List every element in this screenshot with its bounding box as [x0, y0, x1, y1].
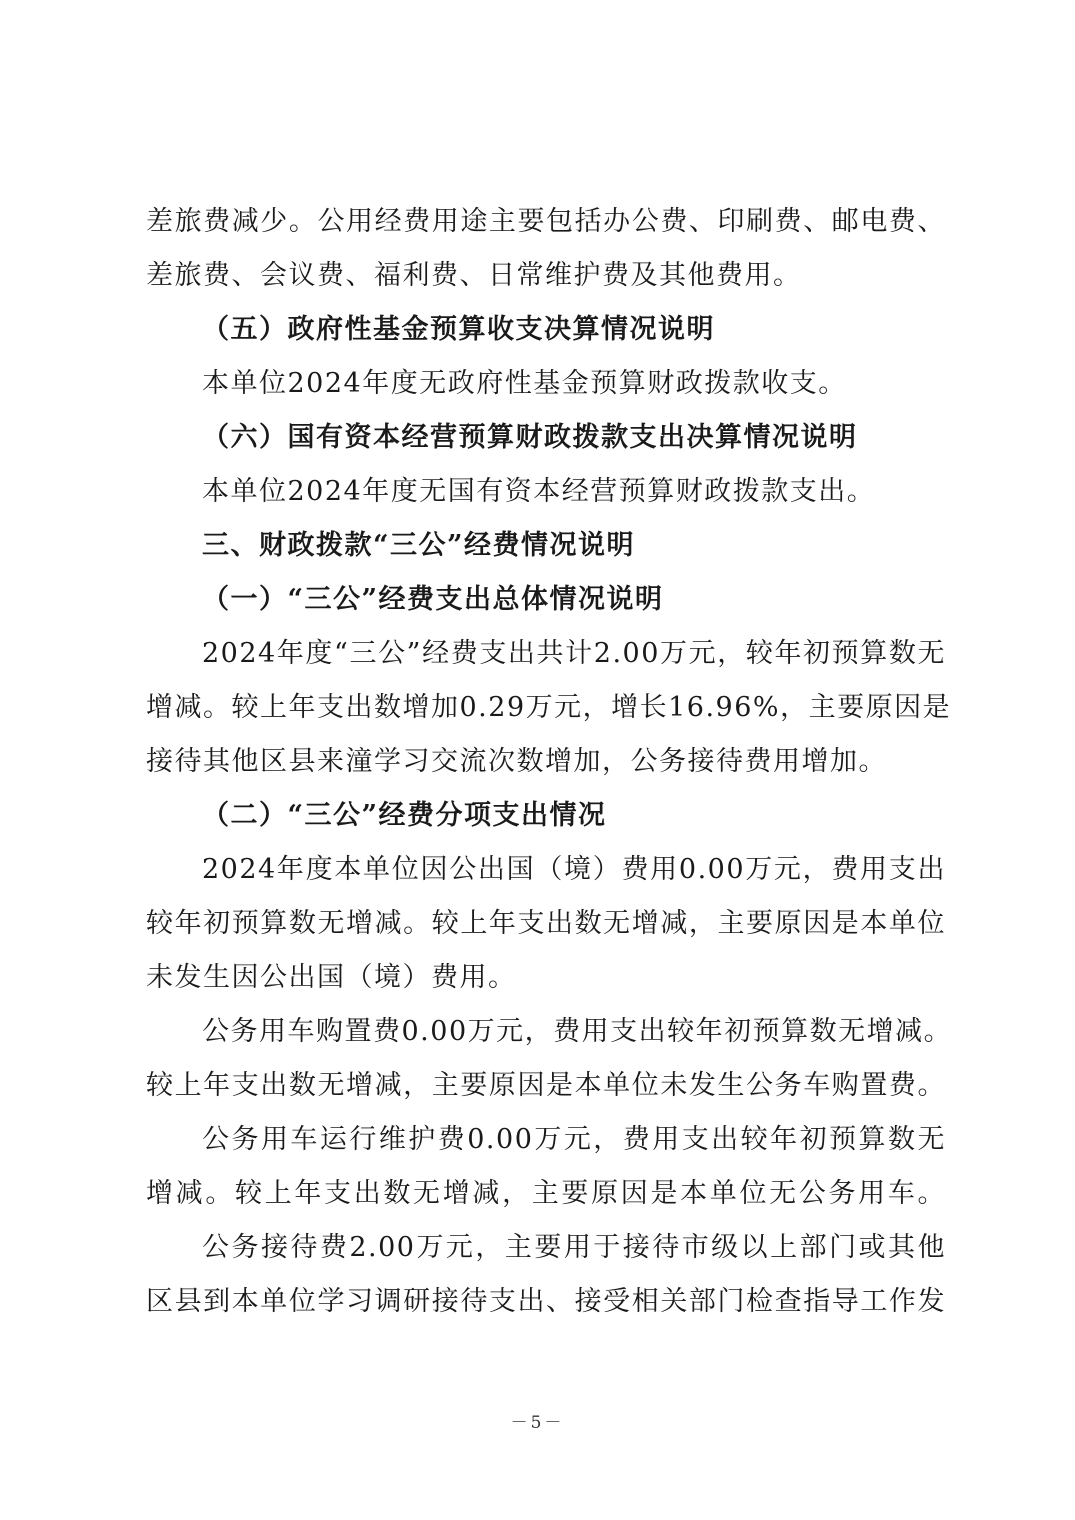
paragraph-line: 增减。较上年支出数增加0.29万元，增长16.96%，主要原因是: [146, 692, 952, 723]
paragraph-line: 公务用车运行维护费0.00万元，费用支出较年初预算数无: [202, 1124, 946, 1155]
paragraph-line: 接待其他区县来潼学习交流次数增加，公务接待费用增加。: [146, 746, 887, 777]
paragraph-line: 本单位2024年度无国有资本经营预算财政拨款支出。: [202, 476, 876, 507]
paragraph-line: 未发生因公出国（境）费用。: [146, 962, 517, 993]
paragraph-line: 差旅费减少。公用经费用途主要包括办公费、印刷费、邮电费、: [146, 206, 946, 237]
chapter-heading: 三、财政拨款“三公”经费情况说明: [202, 530, 636, 561]
paragraph-line: 公务用车购置费0.00万元，费用支出较年初预算数无增减。: [202, 1016, 953, 1047]
paragraph-line: 2024年度本单位因公出国（境）费用0.00万元，费用支出: [202, 854, 946, 885]
paragraph-line: 区县到本单位学习调研接待支出、接受相关部门检查指导工作发: [146, 1286, 946, 1317]
paragraph-line: 2024年度“三公”经费支出共计2.00万元，较年初预算数无: [202, 638, 946, 669]
paragraph-line: 增减。较上年支出数无增减，主要原因是本单位无公务用车。: [146, 1178, 946, 1209]
section-heading: （五）政府性基金预算收支决算情况说明: [202, 314, 715, 345]
paragraph-line: 较年初预算数无增减。较上年支出数无增减，主要原因是本单位: [146, 908, 946, 939]
document-body: [146, 200, 953, 1334]
paragraph-line: 差旅费、会议费、福利费、日常维护费及其他费用。: [146, 260, 802, 291]
section-heading: （一）“三公”经费支出总体情况说明: [202, 584, 664, 615]
section-heading: （二）“三公”经费分项支出情况: [202, 800, 607, 831]
page-number: －5－: [510, 1413, 565, 1433]
paragraph-line: 公务接待费2.00万元，主要用于接待市级以上部门或其他: [202, 1232, 946, 1263]
section-heading: （六）国有资本经营预算财政拨款支出决算情况说明: [202, 422, 858, 453]
paragraph-line: 本单位2024年度无政府性基金预算财政拨款收支。: [202, 368, 847, 399]
paragraph-line: 较上年支出数无增减，主要原因是本单位未发生公务车购置费。: [146, 1070, 946, 1101]
